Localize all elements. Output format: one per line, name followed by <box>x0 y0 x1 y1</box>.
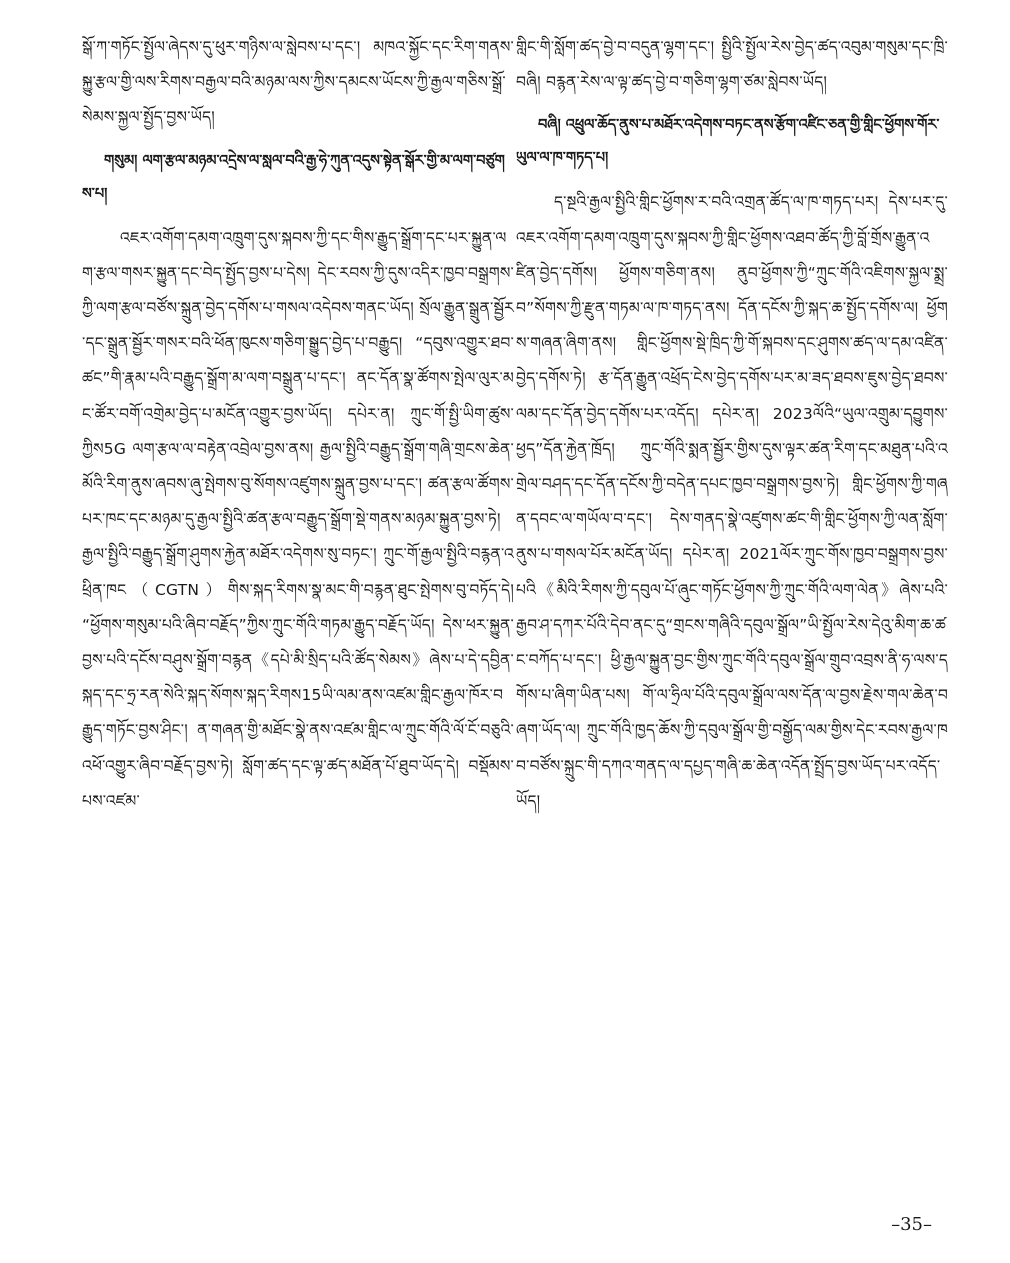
body-paragraph: ད་སྔའི་རྒྱལ་སྤྱིའི་གླིང་ཕྱོགས་ར་བའི་འགྲན་ཚོད་ལ་ཁ་གཏད་པར། དེས་པར་དུ་འཇར་འགོག་དམག་འཁྲུག་དུས་སྐབས་ཀྱི་གླིང་ཕྱོགས་འཐབ་ཚོད་ཀྱི་བློ་གྲོས་རྒྱུན་འཛིན་བྱེད་དགོས། ཕྱོགས་གཅིག་ནས། ནུབ་ཕྱོགས་ཀྱི“ཀྲུང་གོའི་འཇིགས་སྐྱལ་སྨྲ་བ”སོགས་ཀྱི་རྫུན་གཏམ་ལ་ཁ་གཏད་ནས། དོན་དངོས་ཀྱི་སྐད་ཆ་སྤྱོད་དགོས་ལ། ཕྱོགས་གཞན་ཞིག་ནས། གླིང་ཕྱོགས་སྡེ་ཁྲིད་ཀྱི་གོ་སྐབས་དང་ཤུགས་ཚད་ལ་དམ་འཛིན་བྱེད་དགོས་ཏེ། རྩ་དོན་རྒྱུན་འཕྲོད་ངེས་བྱེད་དགོས་པར་མ་ཟད་ཐབས་ཇུས་བྱེད་ཐབས་ལམ་དང་དོན་བྱེད་དགོས་པར་འདོད། དཔེར་ན། 2023ལོའི“ཡུལ་འགྲུམ་དབྱུགས་ཕྱད”དོན་རྐྱེན་ཁྲོད། ཀྲུང་གོའི་སྨན་སྦྱོར་གྱིས་དུས་ལྟར་ཚན་རིག་དང་མཐུན་པའི་འགྲེལ་བཤད་དང་དོན་དངོས་ཀྱི་བདེན་དཔང་ཁྱབ་བསྒྲགས་བྱས་ཏེ། གླིང་ཕྱོགས་ཀྱི་གཞན་དབང་ལ་གཡོལ་བ་དང་། དེས་གནད་སྣེ་འཛུགས་ཚང་གི་གླིང་ཕྱོགས་ཀྱི་ལན་སློག་ནུས་པ་གསལ་པོར་མངོན་ཡོད། དཔེར་ན། 2021ལོར་ཀྲུང་གོས་ཁྱབ་བསྒྲགས་བྱས་པའི《མིའི་རིགས་ཀྱི་དབུལ་པོ་ཞུང་གཏོང་ཕྱོགས་ཀྱི་ཀྲུང་གོའི་ལག་ལེན》ཞེས་པའི་རྒྱབ་ཤ་དཀར་པོའི་དེབ་ནང་དུ“གྲངས་གཞིའི་དབུལ་སྒྲོལ”ཡི་སྤྱོལ་རེས་དེའུ་མིག་ཆ་ཚང་བཀོད་པ་དང་། ཕྱི་རྒྱལ་སྐྱུན་བྱང་གྱིས་ཀྲུང་གོའི་དབུལ་སྒྲོལ་གྲུབ་འབྲས་ནི་ཧ་ལས་དགོས་པ་ཞིག་ཡིན་པས། གོ་ལ་ཧྲིལ་པོའི་དབུལ་སྒྲོལ་ལས་དོན་ལ་བྱས་རྗེས་གལ་ཆེན་བཞག་ཡོད་ལ། ཀྲུང་གོའི་ཁྱད་ཆོས་ཀྱི་དབུལ་སྒྲོལ་གྱི་བསྒྱོད་ལམ་གྱིས་དེང་རབས་རྒྱལ་ཁབ་བཙོས་སྐྲུང་གི་དཀའ་གནད་ལ་དཔྱད་གཞི་ཆ་ཆེན་འདོན་སྤྲོད་བྱས་ཡོད་པར་འདོད་ཡོད། <box>516 193 948 810</box>
section-heading-3: གསུམ། ལག་རྩལ་མཉམ་འདྲེས་ལ་སླལ་བའི་རྒྱ་ཧེ་ཀུན་འདུས་སྟེན་སྒོར་གྱི་མ་ལག་བཙུགས་པ། <box>82 152 505 202</box>
body-paragraph: སྒོ་ཀ་གཏོང་སྤྱོལ་ཞེདས་དུ་ཕུར་གཉིས་ལ་སླེབས་པ་དང་། མཁའ་སྐྱོང་དང་རིག་གནས་སྐྱུ་རྩལ་གྱི་ལས་རིགས་བརྒྱལ་བའི་མཉམ་ལས་ཀྱིས་དམངས་ཡོངས་ཀྱི་རྒྱལ་གཅིས་སྒྲོ་སེམས་སྐྱལ་སྤྱོད་བྱས་ཡོད། <box>82 38 514 127</box>
body-paragraph: གླིང་གི་སློག་ཚད་བྱེ་བ་བདུན་ལྷག་དང་། སྤྱིའི་སྤྱོལ་རེས་བྱེད་ཚད་འབུམ་གསུམ་དང་ཁྲི་བཞི། བརྙན་རེས་ལ་ལྟ་ཚད་བྱེ་བ་གཅིག་ལྷག་ཙམ་སླེབས་ཡོད། <box>516 38 948 92</box>
body-paragraph: འཇར་འགོག་དམག་འཁྲུག་དུས་སྐབས་ཀྱི་དང་གིས་རྒྱུད་སྒྲོག་དང་པར་སྐྱུན་ལག་རྩལ་གསར་སྐྱུན་དང་བེད་སྤྱོད་བྱས་པ་དེས། དེང་རབས་ཀྱི་དུས་འདིར་ཁྱབ་བསྒྲགས་ཀྱི་ལག་རྩལ་བཙོས་སྐྲུན་བྱེད་དགོས་པ་གསལ་འདེབས་གནང་ཡོད། སྲོལ་རྒྱུན་སྒྲུན་སྦྱོར་དང་སྒྲུན་སྦྱོར་གསར་བའི་ཕོན་ཁུངས་གཅིག་སྒྱུད་བྱེད་པ་བརྒྱུད། “དབུས་འགྱུར་ཐབ་ཚང”གི་རྣམ་པའི་བརྒྱུད་སྒྲོག་མ་ལག་བསྒྲུན་པ་དང་། ནང་དོན་སྣ་ཚོགས་སྤེལ་ལུར་མང་ཚོར་བགོ་འགྲེམ་བྱེད་པ་མངོན་འགྱུར་བྱས་ཡོད། དཔེར་ན། ཀྲུང་གོ་སྤྱི་ཡིག་ཚུས་ཀྱིས5G ལག་རྩལ་ལ་བརྟེན་འབྲེལ་བྱས་ནས། རྒྱལ་སྤྱིའི་བརྒྱུད་སྒྲོག་གཞི་གྲངས་ཆེན་མོའི་རིག་ནུས་ཞབས་ཞུ་སྤེགས་བུ་སོགས་འཛུགས་སྐྲུན་བྱས་པ་དང་། ཚན་རྩལ་ཚོགས་པར་ཁང་དང་མཉམ་དུ་རྒྱལ་སྤྱིའི་ཚན་རྩལ་བརྒྱུད་སྒྲོག་སྡེ་གནས་མཉམ་སྐྱུན་བྱས་ཏེ། རྒྱལ་སྤྱིའི་བརྒྱུད་སྒྲོག་ཤུགས་རྐྱེན་མཐོར་འདེགས་སུ་བཏང་། ཀྲུང་གོ་རྒྱལ་སྤྱིའི་བརྙན་འཕྲིན་ཁང（CGTN）གིས་སྐད་རིགས་སྣ་མང་གི་བརྙན་ཐུང་སྤེགས་བུ་བཏོད་དེ། “ཕྱོགས་གསུམ་པའི་ཞིབ་བརྗོད”ཀྱིས་ཀྲུང་གོའི་གཏམ་རྒྱུད་བརྗོད་ཡོད། དེས་ཕར་སྐྱུན་བྱས་པའི་དངོས་བཤུས་སྒྲོག་བརྙན《དཔེ་མི་སྲིད་པའི་ཚོད་སེམས》ཞེས་པ་དེ་དབྱིན་སྐད་དང་ཧྲ་རན་སེའི་སྐད་སོགས་སྐད་རིགས15ཡི་ལམ་ནས་འཛམ་གླིང་རྒྱལ་ཁོར་བརྒྱུད་གཏོང་བྱས་ཤིང་། ན་གཞན་གྱི་མཐོང་སྣེ་ནས་འཛམ་གླིང་ལ་ཀྲུང་གོའི་ལོ་ངོ་བཅུའི་འཕོ་འགྱུར་ཞིབ་བརྗོད་བྱས་ཏེ། སློག་ཚད་དང་ལྟ་ཚད་མཐོན་པོ་ཐུབ་ཡོད་དེ། བསྡོམས་པས་འཛམ་ <box>82 228 514 810</box>
page-number: –35– <box>891 1214 932 1235</box>
section-heading-4: བཞི། འཕྲུལ་ཆོད་ནུས་པ་མཐོར་འདེགས་བཏང་ནས་རྩོག་འཛིང་ཅན་གྱི་གླིང་ཕྱོགས་གོར་ཡུལ་ལ་ཁ་གཏད་པ། <box>516 117 940 167</box>
left-column <box>82 30 514 828</box>
right-column <box>516 30 948 828</box>
